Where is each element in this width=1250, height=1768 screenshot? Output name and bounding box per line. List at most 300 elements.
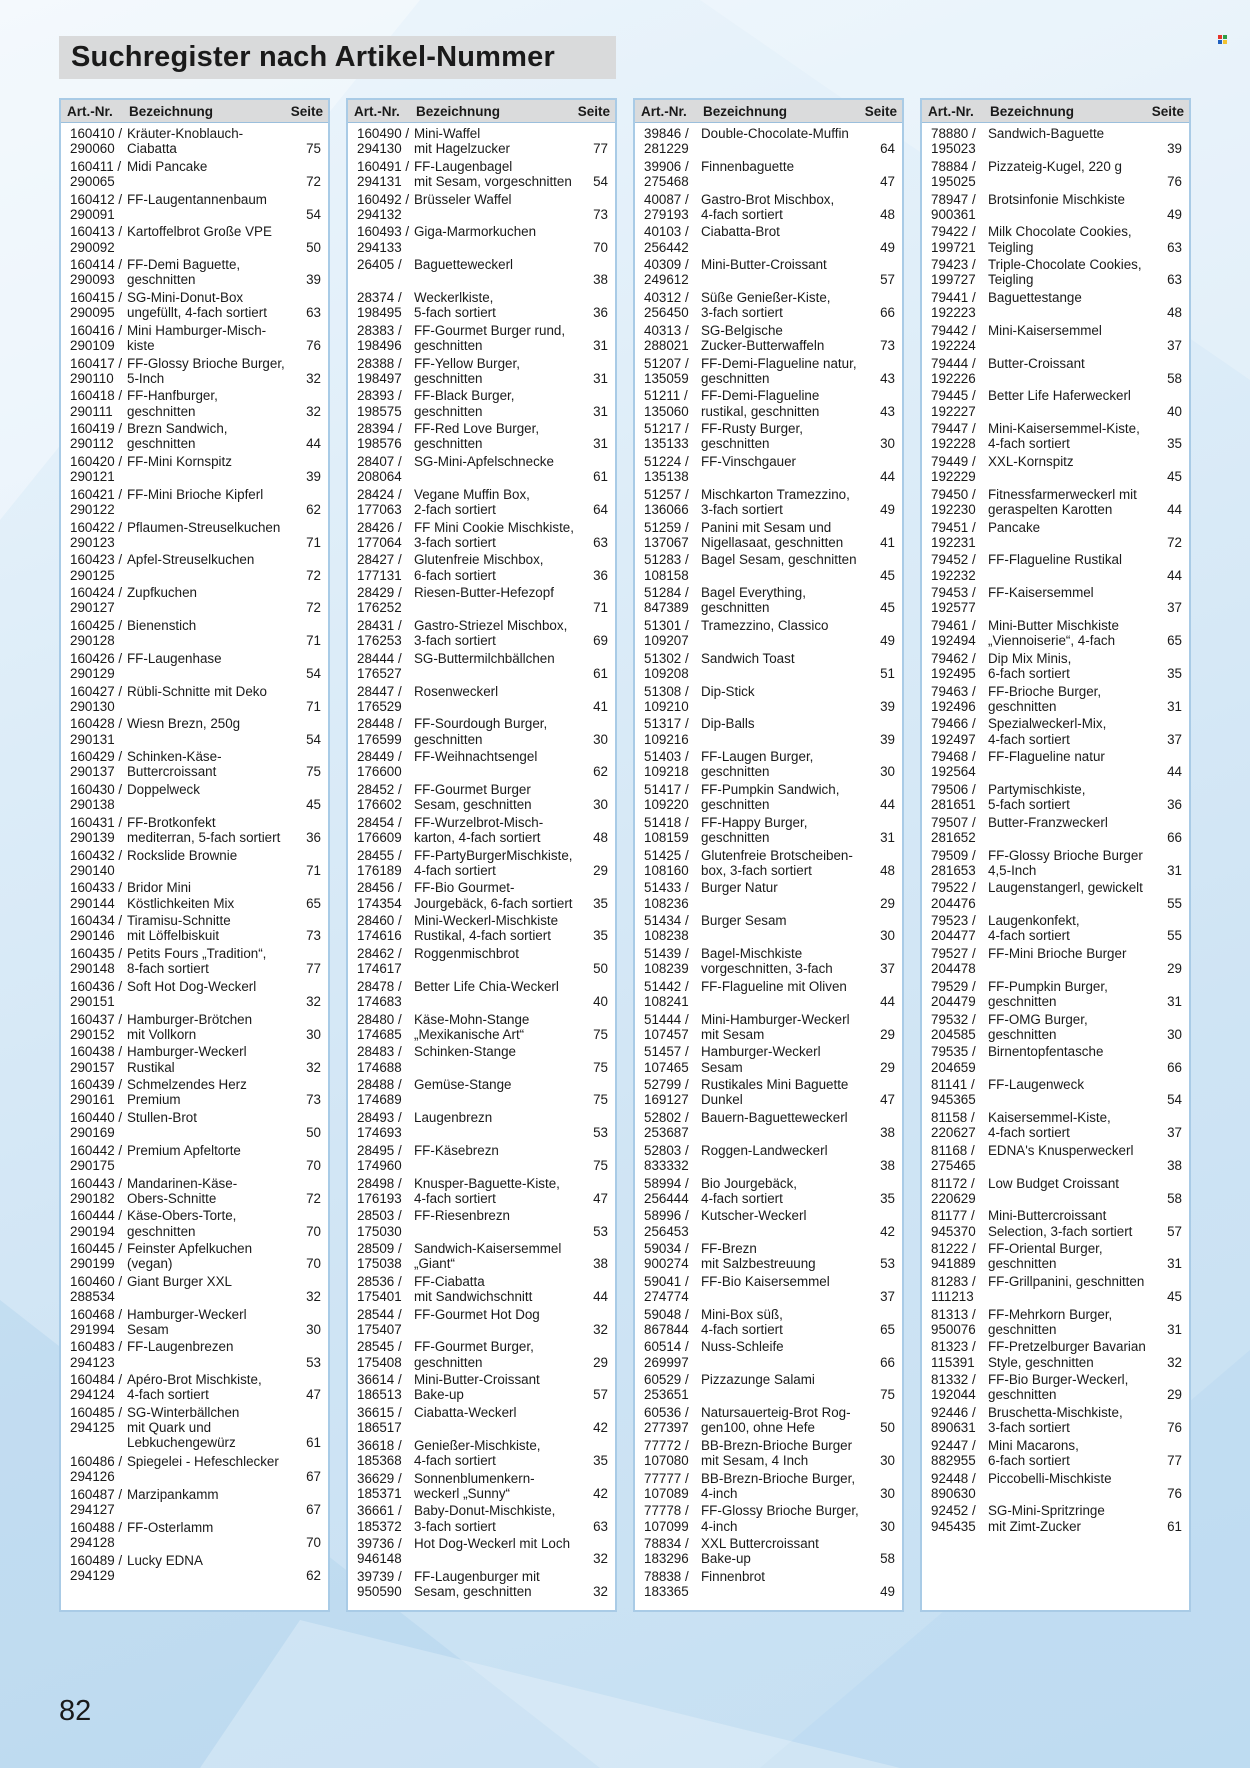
article-name: Käse-Mohn-Stange: [414, 1011, 530, 1027]
page-ref: 30: [880, 764, 895, 780]
article-name-cont: Obers-Schnitte: [127, 1190, 217, 1206]
article-name-cont: geraspelten Karotten: [988, 501, 1113, 517]
article-number: 51439 /: [644, 945, 689, 961]
article-name-cont: mit Löffelbiskuit: [127, 928, 220, 944]
article-number-alt: 183296: [644, 1551, 689, 1567]
index-entry: [348, 815, 615, 848]
index-entry: [348, 1274, 615, 1307]
article-name: Mini-Butter-Croissant: [701, 257, 827, 273]
entry-list: [635, 123, 902, 1602]
header-art-nr: Art.-Nr.: [67, 103, 113, 119]
article-name-cont: [127, 1502, 298, 1517]
page-ref: 62: [306, 1567, 321, 1583]
article-name-cont: [414, 994, 585, 1009]
article-name: Ciabatta-Weckerl: [414, 1405, 517, 1421]
index-entry: [922, 618, 1189, 651]
article-number: 51444 /: [644, 1011, 689, 1027]
article-name-cont: Sesam: [127, 1321, 169, 1337]
header-bezeichnung: Bezeichnung: [703, 103, 788, 119]
article-number-alt: 174616: [357, 928, 402, 944]
article-name-cont: [988, 961, 1159, 976]
index-entry: [635, 782, 902, 815]
article-name-cont: „Viennoiserie“, 4-fach: [988, 633, 1116, 649]
article-name-cont: 4-fach sortiert: [701, 1190, 783, 1206]
article-number-alt: 290199: [70, 1256, 115, 1272]
article-number: 28431 /: [357, 617, 402, 633]
article-number: 39906 /: [644, 158, 689, 174]
page-ref: 61: [593, 469, 608, 485]
article-number: 81283 /: [931, 1273, 976, 1289]
index-entry: [635, 1503, 902, 1536]
article-number: 52799 /: [644, 1077, 689, 1093]
article-number-alt: 174685: [357, 1026, 402, 1042]
article-name: FF-Glossy Brioche Burger,: [701, 1503, 859, 1519]
article-name-cont: [127, 1355, 298, 1370]
article-number-alt: 256450: [644, 305, 689, 321]
index-entry: [61, 290, 328, 323]
article-name-cont: 4-fach sortiert: [701, 1321, 783, 1337]
article-name: Mini-Box süß,: [701, 1306, 783, 1322]
article-number-alt: 107465: [644, 1059, 689, 1075]
article-number-alt: 290169: [70, 1125, 115, 1141]
article-name: FF-Bio Burger-Weckerl,: [988, 1372, 1129, 1388]
article-number-alt: 281651: [931, 797, 976, 813]
page-ref: 31: [1167, 1321, 1182, 1337]
article-number-alt: 290148: [70, 961, 115, 977]
article-number: 160417 /: [70, 355, 123, 371]
article-name-cont: weckerl „Sunny“: [414, 1485, 510, 1501]
article-number: 79522 /: [931, 880, 976, 896]
article-number: 28503 /: [357, 1208, 402, 1224]
page-ref: 48: [1167, 305, 1182, 321]
article-number: 160425 /: [70, 617, 123, 633]
article-name: Burger Sesam: [701, 913, 787, 929]
article-name: Gastro-Striezel Mischbox,: [414, 617, 568, 633]
page-number: 82: [59, 1695, 92, 1727]
article-number: 160411 /: [70, 158, 122, 174]
index-entry: [348, 487, 615, 520]
article-name: Brezn Sandwich,: [127, 421, 228, 437]
article-name-cont: geschnitten: [127, 403, 196, 419]
article-name-cont: [414, 207, 585, 222]
article-name: Spiegelei - Hefeschlecker: [127, 1454, 279, 1470]
index-entry: [922, 1405, 1189, 1438]
article-number-alt: 109207: [644, 633, 689, 649]
page-ref: 50: [880, 1420, 895, 1436]
article-name-cont: geschnitten: [414, 337, 483, 353]
entry-list: [348, 123, 615, 1602]
index-entry: [635, 749, 902, 782]
index-entry: [61, 1241, 328, 1274]
article-name-cont: 4-fach sortiert: [414, 1453, 496, 1469]
index-entry: [922, 1208, 1189, 1241]
index-entry: [922, 1044, 1189, 1077]
page-ref: 36: [306, 829, 321, 845]
article-number: 160420 /: [70, 453, 123, 469]
article-name: SG-Mini-Apfelschnecke: [414, 453, 554, 469]
index-entry: [922, 126, 1189, 159]
index-entry: [922, 1438, 1189, 1471]
article-name-cont: [988, 896, 1159, 911]
article-number: 28478 /: [357, 978, 402, 994]
article-number-alt: 135138: [644, 469, 689, 485]
article-name: Apfel-Streuselkuchen: [127, 552, 255, 568]
index-entry: [61, 126, 328, 159]
page-ref: 29: [593, 862, 608, 878]
page-ref: 49: [880, 239, 895, 255]
article-number-alt: 290130: [70, 698, 115, 714]
index-entry: [61, 520, 328, 553]
article-number-alt: 294123: [70, 1354, 115, 1370]
article-name-cont: 4-fach sortiert: [988, 436, 1070, 452]
article-name: FF-Glossy Brioche Burger: [988, 847, 1143, 863]
index-entry: [635, 1569, 902, 1602]
article-number-alt: 253651: [644, 1387, 689, 1403]
article-number-alt: 945365: [931, 1092, 976, 1108]
article-name: FF-Oriental Burger,: [988, 1241, 1103, 1257]
page-ref: 57: [880, 272, 895, 288]
index-entry: [348, 749, 615, 782]
page-ref: 66: [880, 305, 895, 321]
index-entry: [922, 1372, 1189, 1405]
article-number: 81158 /: [931, 1109, 975, 1125]
page-ref: 32: [306, 1289, 321, 1305]
header-seite: Seite: [577, 103, 610, 119]
page-ref: 71: [306, 633, 321, 649]
article-number: 160487 /: [70, 1487, 123, 1503]
page-ref: 54: [1167, 1092, 1182, 1108]
article-number: 160437 /: [70, 1011, 123, 1027]
article-name: Mini-Waffel: [414, 126, 481, 141]
article-name-cont: [988, 1191, 1159, 1206]
article-name-cont: Köstlichkeiten Mix: [127, 895, 235, 911]
article-number-alt: 288534: [70, 1289, 115, 1305]
index-entry: [922, 848, 1189, 881]
index-entry: [348, 1110, 615, 1143]
article-number-alt: 290144: [70, 895, 115, 911]
article-name: Rustikales Mini Baguette: [701, 1077, 849, 1093]
article-name-cont: [988, 1092, 1159, 1107]
article-name: Better Life Haferweckerl: [988, 388, 1131, 404]
article-number-alt: 108159: [644, 829, 689, 845]
article-name-cont: Teigling: [988, 239, 1034, 255]
index-entry: [348, 1077, 615, 1110]
article-name: Baguetteweckerl: [414, 257, 513, 273]
page-ref: 29: [1167, 1387, 1182, 1403]
page-ref: 54: [306, 206, 321, 222]
article-number-alt: 109210: [644, 698, 689, 714]
article-name: FF-Gourmet Burger: [414, 781, 531, 797]
index-entry: [348, 1339, 615, 1372]
article-name: Schinken-Käse-: [127, 749, 222, 765]
article-number: 36618 /: [357, 1437, 402, 1453]
index-entry: [635, 290, 902, 323]
article-name-cont: „Giant“: [414, 1256, 455, 1272]
index-entry: [922, 1503, 1189, 1536]
article-name: FF-Gourmet Burger rund,: [414, 322, 566, 338]
article-name: SG-Mini-Spritzringe: [988, 1503, 1105, 1519]
header-art-nr: Art.-Nr.: [354, 103, 400, 119]
article-name-cont: 5-fach sortiert: [988, 797, 1070, 813]
article-name: FF-Rusty Burger,: [701, 421, 803, 437]
page-ref: 53: [593, 1125, 608, 1141]
article-number: 59048 /: [644, 1306, 689, 1322]
article-name: FF-Pumpkin Burger,: [988, 978, 1108, 994]
article-number: 160432 /: [70, 847, 123, 863]
article-name: Pizzateig-Kugel, 220 g: [988, 158, 1122, 174]
page-ref: 44: [593, 1289, 608, 1305]
article-number: 79532 /: [931, 1011, 976, 1027]
page-ref: 50: [306, 239, 321, 255]
article-number-alt: 176609: [357, 829, 402, 845]
article-number-alt: 290109: [70, 337, 115, 353]
article-name: Rübli-Schnitte mit Deko: [127, 683, 267, 699]
article-name: Gemüse-Stange: [414, 1077, 512, 1093]
index-entry: [922, 421, 1189, 454]
article-number: 81177 /: [931, 1208, 975, 1224]
index-entry: [922, 979, 1189, 1012]
article-number-alt: 294131: [357, 174, 402, 189]
article-name: Mini-Weckerl-Mischkiste: [414, 913, 559, 929]
article-number: 160421 /: [70, 486, 123, 502]
article-name-cont: [414, 961, 585, 976]
article-name: FF-Pretzelburger Bavarian: [988, 1339, 1146, 1355]
article-name-cont: [414, 600, 585, 615]
article-number: 160435 /: [70, 945, 123, 961]
article-name-cont: mit Quark und: [127, 1420, 212, 1436]
page-ref: 31: [1167, 1256, 1182, 1272]
article-number-alt: 294132: [357, 206, 402, 222]
article-number-alt: 176253: [357, 633, 402, 649]
article-number: 59034 /: [644, 1241, 689, 1257]
article-name-cont: [127, 600, 298, 615]
article-name-cont: 4-inch: [701, 1518, 738, 1534]
article-number: 28388 /: [357, 355, 402, 371]
index-entry: [635, 1274, 902, 1307]
article-number: 79444 /: [931, 355, 976, 371]
index-entry: [348, 585, 615, 618]
article-name-cont: [988, 404, 1159, 419]
article-number: 52802 /: [644, 1109, 689, 1125]
article-number-alt: 290157: [70, 1059, 115, 1075]
page-ref: 44: [1167, 501, 1182, 517]
article-name-cont: 4-inch: [701, 1485, 738, 1501]
article-number-alt: 109208: [644, 665, 689, 681]
index-entry: [61, 1110, 328, 1143]
article-name: Apéro-Brot Mischkiste,: [127, 1372, 262, 1388]
page-ref: 42: [593, 1485, 608, 1501]
article-number-alt: 192232: [931, 567, 976, 583]
article-number-alt: 199727: [931, 272, 976, 288]
register-column-3: [633, 98, 904, 1612]
article-number: 78884 /: [931, 158, 976, 174]
article-name-cont2: Lebkuchengewürz: [127, 1435, 236, 1451]
index-entry: [61, 257, 328, 290]
article-name-cont: Style, geschnitten: [988, 1354, 1094, 1370]
article-name: Bagel Everything,: [701, 585, 806, 601]
article-number: 79462 /: [931, 650, 976, 666]
header-art-nr: Art.-Nr.: [928, 103, 974, 119]
article-name-cont: [127, 469, 298, 484]
article-number: 160438 /: [70, 1044, 123, 1060]
article-name: Bruschetta-Mischkiste,: [988, 1405, 1123, 1421]
index-entry: [635, 1471, 902, 1504]
article-name-cont: [701, 732, 872, 747]
article-number-alt: 290139: [70, 829, 115, 845]
article-number-alt: 208064: [357, 469, 402, 485]
page-ref: 50: [593, 961, 608, 977]
index-entry: [61, 618, 328, 651]
page-ref: 63: [306, 305, 321, 321]
index-entry: [635, 880, 902, 913]
index-entry: [61, 1208, 328, 1241]
article-number-alt: 945435: [931, 1518, 976, 1534]
article-name: FF Mini Cookie Mischkiste,: [414, 519, 574, 535]
index-entry: [348, 1405, 615, 1438]
header-seite: Seite: [290, 103, 323, 119]
page-ref: 44: [1167, 764, 1182, 780]
article-name: Finnenbaguette: [701, 158, 795, 174]
article-number-alt: 185371: [357, 1485, 402, 1501]
article-name-cont: geschnitten: [988, 993, 1057, 1009]
index-entry: [922, 1274, 1189, 1307]
article-name-cont: 6-fach sortiert: [988, 665, 1070, 681]
article-number: 77777 /: [644, 1470, 689, 1486]
article-name: Käse-Obers-Torte,: [127, 1208, 237, 1224]
article-name: Gastro-Brot Mischbox,: [701, 191, 835, 207]
page-ref: 57: [1167, 1223, 1182, 1239]
article-number-alt: 192229: [931, 469, 976, 485]
article-number: 160413 /: [70, 224, 123, 240]
article-number: 160424 /: [70, 585, 123, 601]
article-name-cont: ungefüllt, 4-fach sortiert: [127, 305, 267, 321]
page-ref: 31: [1167, 698, 1182, 714]
page-ref: 63: [1167, 272, 1182, 288]
page-ref: 43: [880, 403, 895, 419]
page-ref: 61: [306, 1435, 321, 1451]
index-entry: [922, 1176, 1189, 1209]
article-number-alt: 256444: [644, 1190, 689, 1206]
article-name: Laugenstangerl, gewickelt: [988, 880, 1143, 896]
article-number: 92446 /: [931, 1405, 976, 1421]
index-entry: [348, 192, 615, 225]
article-name-cont: (vegan): [127, 1256, 173, 1272]
article-name-cont: [701, 666, 872, 681]
article-name: FF-Demi-Flagueline: [701, 388, 820, 404]
article-name-cont: [988, 141, 1159, 156]
article-number-alt: 177063: [357, 501, 402, 517]
index-entry: [348, 716, 615, 749]
article-name-cont: [988, 1060, 1159, 1075]
index-entry: [922, 585, 1189, 618]
article-name: Fitnessfarmerweckerl mit: [988, 486, 1137, 502]
article-name: FF-Brioche Burger,: [988, 683, 1102, 699]
index-entry: [635, 454, 902, 487]
page-ref: 53: [880, 1256, 895, 1272]
article-name-cont: [988, 535, 1159, 550]
article-number-alt: 256453: [644, 1223, 689, 1239]
article-number: 51418 /: [644, 814, 689, 830]
article-number-alt: 183365: [644, 1584, 689, 1600]
index-entry: [348, 388, 615, 421]
index-entry: [922, 388, 1189, 421]
article-number: 160427 /: [70, 683, 123, 699]
article-name: FF-Bio Gourmet-: [414, 880, 515, 896]
article-name: FF-Yellow Burger,: [414, 355, 520, 371]
article-name: Laugenbrezn: [414, 1109, 493, 1125]
article-number: 28493 /: [357, 1109, 402, 1125]
index-entry: [922, 946, 1189, 979]
article-number: 39739 /: [357, 1569, 402, 1585]
index-entry: [922, 290, 1189, 323]
article-name-cont: [127, 174, 298, 189]
index-entry: [348, 552, 615, 585]
index-entry: [61, 1372, 328, 1405]
article-name-cont: mit Vollkorn: [127, 1026, 197, 1042]
page-ref: 39: [306, 272, 321, 288]
article-number: 160440 /: [70, 1109, 123, 1125]
page-ref: 31: [593, 370, 608, 386]
article-number: 160491 /: [357, 158, 410, 174]
article-number-alt: 288021: [644, 337, 689, 353]
article-name: Triple-Chocolate Cookies,: [988, 257, 1142, 273]
article-number-alt: 109216: [644, 731, 689, 747]
article-number-alt: 176193: [357, 1190, 402, 1206]
article-number: 81332 /: [931, 1372, 976, 1388]
index-entry: [61, 913, 328, 946]
index-entry: [922, 716, 1189, 749]
page-ref: 29: [880, 1059, 895, 1075]
article-name: Zupfkuchen: [127, 585, 197, 601]
article-number-alt: 290137: [70, 764, 115, 780]
article-number-alt: 204479: [931, 993, 976, 1009]
article-name-cont: [414, 1060, 585, 1075]
article-name-cont: Sesam: [701, 1059, 743, 1075]
article-name-cont: geschnitten: [701, 370, 770, 386]
article-name: FF-Flagueline mit Oliven: [701, 978, 847, 994]
article-name: FF-PartyBurgerMischkiste,: [414, 847, 573, 863]
article-number: 160492 /: [357, 191, 410, 207]
article-number-alt: 900274: [644, 1256, 689, 1272]
article-number-alt: 175030: [357, 1223, 402, 1239]
page-ref: 30: [593, 797, 608, 813]
article-number-alt: 833332: [644, 1157, 689, 1173]
article-number-alt: 175407: [357, 1321, 402, 1337]
page-ref: 76: [306, 337, 321, 353]
article-name-cont: [701, 896, 872, 911]
article-name-cont: [988, 371, 1159, 386]
article-number-alt: 174354: [357, 895, 402, 911]
index-entry: [348, 1208, 615, 1241]
article-number-alt: 950076: [931, 1321, 976, 1337]
article-number-alt: 137067: [644, 534, 689, 550]
article-number: 51259 /: [644, 519, 689, 535]
page-ref: 66: [1167, 1059, 1182, 1075]
article-name: Roggen-Landweckerl: [701, 1142, 828, 1158]
article-name: FF-Black Burger,: [414, 388, 515, 404]
article-name-cont: 4-fach sortiert: [988, 928, 1070, 944]
page-ref: 30: [880, 1453, 895, 1469]
article-number-alt: 290151: [70, 993, 115, 1009]
article-name: Burger Natur: [701, 880, 778, 896]
article-number-alt: 890631: [931, 1420, 976, 1436]
article-number-alt: 290182: [70, 1190, 115, 1206]
article-number: 28374 /: [357, 289, 402, 305]
article-number: 51257 /: [644, 486, 689, 502]
index-entry: [635, 979, 902, 1012]
article-number: 79442 /: [931, 322, 976, 338]
page-ref: 66: [880, 1354, 895, 1370]
